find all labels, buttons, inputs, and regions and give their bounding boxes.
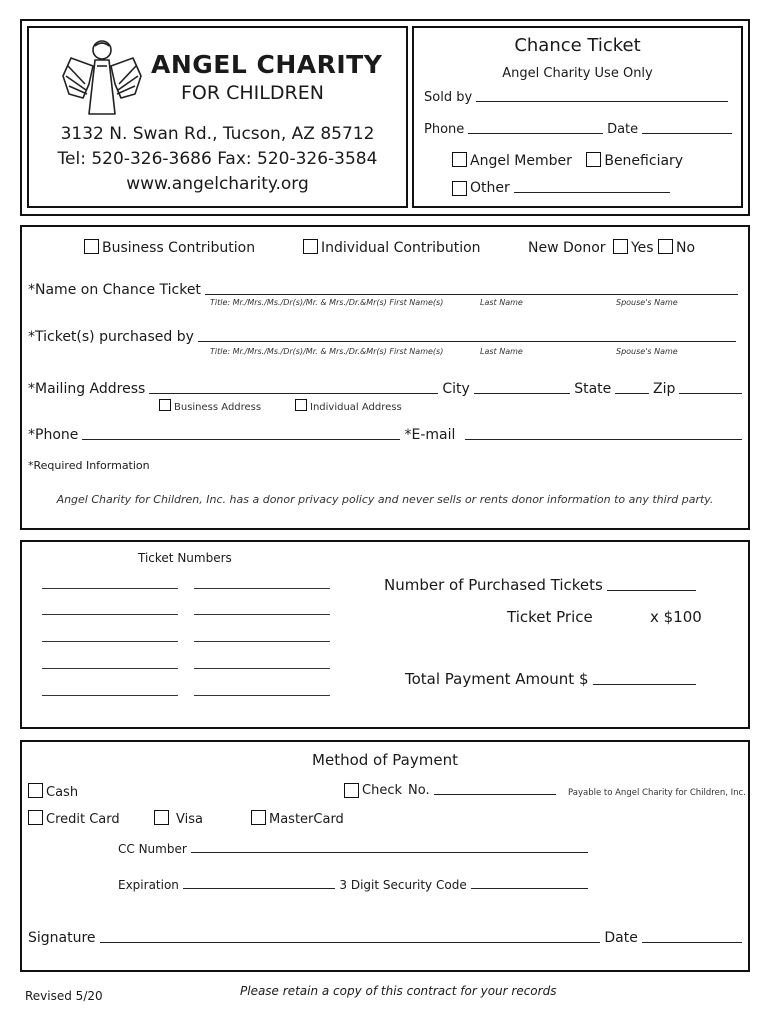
office-date-label: Date (607, 122, 639, 137)
purchaser-hint-spouse: Spouse's Name (616, 347, 678, 356)
credit-card-label: Credit Card (46, 812, 120, 827)
other-checkbox[interactable] (452, 181, 467, 196)
city-field[interactable] (474, 393, 570, 394)
payable-note: Payable to Angel Charity for Children, Inc. (568, 788, 746, 798)
individual-contribution-checkbox[interactable] (303, 239, 318, 254)
purchased-tickets-label: Number of Purchased Tickets (384, 576, 603, 594)
cc-number-field[interactable] (191, 852, 588, 853)
purchaser-hint-last: Last Name (480, 347, 523, 356)
security-code-label: 3 Digit Security Code (339, 878, 467, 892)
org-info-box (27, 26, 408, 208)
ticket-number-field[interactable] (194, 695, 330, 696)
state-field[interactable] (615, 393, 649, 394)
name-on-ticket-label: *Name on Chance Ticket (28, 282, 201, 298)
ticket-number-field[interactable] (194, 614, 330, 615)
security-code-field[interactable] (471, 888, 588, 889)
new-donor-yes-checkbox[interactable] (613, 239, 628, 254)
visa-label: Visa (176, 812, 203, 827)
revised-note: Revised 5/20 (25, 989, 103, 1003)
angel-logo-icon (59, 36, 145, 118)
org-name-line2: FOR CHILDREN (181, 82, 324, 104)
ticket-price-value: x $100 (650, 608, 702, 626)
method-of-payment-title: Method of Payment (312, 751, 458, 769)
mastercard-checkbox[interactable] (251, 810, 266, 825)
visa-checkbox[interactable] (154, 810, 169, 825)
email-label: *E-mail (404, 427, 456, 443)
org-address: 3132 N. Swan Rd., Tucson, AZ 85712 (60, 124, 375, 144)
individual-address-checkbox[interactable] (295, 399, 307, 411)
new-donor-no-label: No (676, 240, 696, 256)
office-subtitle: Angel Charity Use Only (502, 66, 653, 81)
angel-member-label: Angel Member (470, 153, 572, 169)
name-hint-spouse: Spouse's Name (616, 298, 678, 307)
check-checkbox[interactable] (344, 783, 359, 798)
zip-label: Zip (653, 381, 676, 397)
cc-number-label: CC Number (118, 842, 187, 856)
purchaser-hint-title: Title: Mr./Mrs./Ms./Dr(s)/Mr. & Mrs./Dr.&Mr(s) First Name(s) (210, 347, 444, 356)
beneficiary-checkbox[interactable] (586, 152, 601, 167)
chance-ticket-title: Chance Ticket (514, 35, 641, 56)
cash-label: Cash (46, 785, 79, 800)
other-field[interactable] (514, 192, 670, 193)
sold-by-label: Sold by (424, 90, 473, 105)
required-info-note: *Required Information (28, 459, 150, 472)
other-label: Other (470, 180, 510, 196)
office-phone-label: Phone (424, 122, 465, 137)
name-hint-title: Title: Mr./Mrs./Ms./Dr(s)/Mr. & Mrs./Dr.&Mr(s) First Name(s) (210, 298, 444, 307)
office-use-box (412, 26, 743, 208)
sold-by-field[interactable] (476, 101, 728, 102)
ticket-section (20, 540, 750, 729)
org-name-line1: ANGEL CHARITY (151, 50, 383, 79)
individual-contribution-label: Individual Contribution (321, 240, 481, 256)
signature-field[interactable] (100, 942, 601, 943)
new-donor-label: New Donor (528, 240, 606, 256)
retain-copy-note: Please retain a copy of this contract for your records (240, 984, 557, 998)
ticket-numbers-label: Ticket Numbers (138, 551, 232, 565)
signature-date-label: Date (604, 930, 638, 946)
mailing-address-field[interactable] (149, 393, 438, 394)
city-label: City (442, 381, 470, 397)
credit-card-checkbox[interactable] (28, 810, 43, 825)
check-label: Check (362, 783, 402, 798)
payment-section (20, 740, 750, 972)
signature-date-field[interactable] (642, 942, 742, 943)
office-phone-field[interactable] (468, 133, 603, 134)
check-no-label: No. (408, 783, 430, 798)
new-donor-no-checkbox[interactable] (658, 239, 673, 254)
business-address-label: Business Address (174, 402, 262, 413)
ticket-price-label: Ticket Price (507, 608, 593, 626)
name-hint-last: Last Name (480, 298, 523, 307)
name-on-ticket-field[interactable] (205, 294, 738, 295)
total-payment-field[interactable] (593, 684, 697, 685)
ticket-number-field[interactable] (42, 588, 178, 589)
org-website: www.angelcharity.org (126, 174, 309, 194)
business-contribution-label: Business Contribution (102, 240, 256, 256)
mailing-address-label: *Mailing Address (28, 381, 146, 397)
phone-label: *Phone (28, 427, 79, 443)
expiration-field[interactable] (183, 888, 335, 889)
purchased-tickets-field[interactable] (607, 590, 696, 591)
office-date-field[interactable] (642, 133, 732, 134)
ticket-number-field[interactable] (194, 668, 330, 669)
zip-field[interactable] (679, 393, 742, 394)
phone-field[interactable] (82, 439, 400, 440)
ticket-number-field[interactable] (42, 668, 178, 669)
signature-label: Signature (28, 930, 96, 946)
business-address-checkbox[interactable] (159, 399, 171, 411)
state-label: State (574, 381, 612, 397)
org-phone-fax: Tel: 520-326-3686 Fax: 520-326-3584 (57, 149, 378, 169)
donor-section (20, 225, 750, 530)
privacy-statement: Angel Charity for Children, Inc. has a donor privacy policy and never sells or rents donor information to any third party. (56, 493, 714, 506)
business-contribution-checkbox[interactable] (84, 239, 99, 254)
mastercard-label: MasterCard (269, 812, 344, 827)
angel-member-checkbox[interactable] (452, 152, 467, 167)
ticket-number-field[interactable] (194, 641, 330, 642)
ticket-number-field[interactable] (42, 641, 178, 642)
ticket-number-field[interactable] (42, 614, 178, 615)
ticket-purchased-by-label: *Ticket(s) purchased by (28, 329, 194, 345)
check-no-field[interactable] (434, 794, 556, 795)
new-donor-yes-label: Yes (630, 240, 654, 256)
ticket-number-field[interactable] (42, 695, 178, 696)
individual-address-label: Individual Address (310, 402, 402, 413)
total-payment-label: Total Payment Amount $ (405, 670, 589, 688)
expiration-label: Expiration (118, 878, 179, 892)
ticket-purchased-by-field[interactable] (198, 341, 736, 342)
cash-checkbox[interactable] (28, 783, 43, 798)
ticket-number-field[interactable] (194, 588, 330, 589)
beneficiary-label: Beneficiary (604, 153, 684, 169)
email-field[interactable] (465, 439, 742, 440)
